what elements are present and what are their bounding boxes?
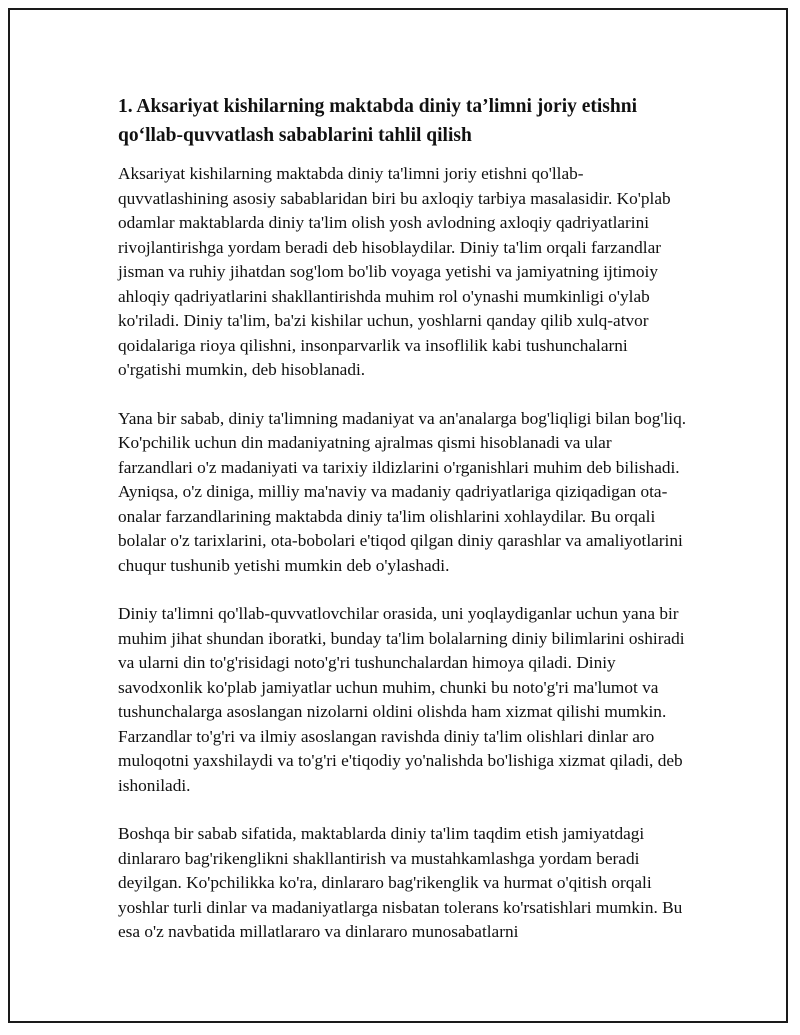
document-body xyxy=(118,92,688,969)
paragraph-4: Boshqa bir sabab sifatida, maktablarda diniy ta'lim taqdim etish jamiyatdagi dinlararo bag'rikenglikni shakllantirish va mustahkamlashga yordam beradi deyilgan. Ko'pchilikka ko'ra, dinlararo bag'rikenglik va hurmat o'qitish orqali yoshlar turli dinlar va madaniyatlarga nisbatan tolerans ko'rsatishlari mumkin. Bu esa o'z navbatida millatlararo va dinlararo munosabatlarni xyxy=(118,824,683,941)
paragraph-1: Aksariyat kishilarning maktabda diniy ta'limni joriy etishni qo'llab-quvvatlashining asosiy sabablaridan biri bu axloqiy tarbiya masalasidir. Ko'plab odamlar maktablarda diniy ta'lim olish yosh avlodning axloqiy qadriyatlarini rivojlantirishga yordam beradi deb hisoblaydilar. Diniy ta'lim orqali farzandlar jisman va ruhiy jihatdan sog'lom bo'lib voyaga yetishi va jamiyatning ijtimoiy ahloqiy qadriyatlarini shakllantirishda muhim rol o'ynashi mumkinligi o'ylab ko'riladi. Diniy ta'lim, ba'zi kishilar uchun, yoshlarni qanday qilib xulq-atvor qoidalariga rioya qilishni, insonparvarlik va insoflilik kabi tushunchalarni o'rgatishi mumkin, deb hisoblanadi. xyxy=(118,164,671,379)
paragraph-2: Yana bir sabab, diniy ta'limning madaniyat va an'analarga bog'liqligi bilan bog'liq. Ko'pchilik uchun din madaniyatning ajralmas qismi hisoblanadi va ular farzandlari o'z madaniyati va tarixiy ildizlarini o'rganishlari muhim deb bilishadi. Ayniqsa, o'z diniga, milliy ma'naviy va madaniy qadriyatlariga qiziqadigan ota-onalar farzandlarining maktabda diniy ta'lim olishlarini xohlaydilar. Bu orqali bolalar o'z tarixlarini, ota-bobolari e'tiqod qilgan diniy qarashlar va amaliyotlarini chuqur tushunib yetishi mumkin deb o'ylashadi. xyxy=(118,408,687,575)
paragraph-3: Diniy ta'limni qo'llab-quvvatlovchilar orasida, uni yoqlaydiganlar uchun yana bir muhim jihat shundan iboratki, bunday ta'lim bolalarning diniy bilimlarini oshiradi va ularni din to'g'risidagi noto'g'ri tushunchalardan himoya qiladi. Diniy savodxonlik ko'plab jamiyatlar uchun muhim, chunki bu noto'g'ri ma'lumot va tushunchalarga asoslangan nizolarni oldini olishda ham xizmat qilishi mumkin. Farzandlar to'g'ri va ilmiy asoslangan ravishda diniy ta'lim olishlari dinlar aro muloqotni yaxshilaydi va to'g'ri e'tiqodiy yo'nalishda bo'lishiga xizmat qiladi, deb ishoniladi. xyxy=(118,604,685,795)
section-heading: 1. Aksariyat kishilarning maktabda diniy ta’limni joriy etishni qo‘llab-quvvatlash sabablarini tahlil qilish xyxy=(118,96,638,146)
